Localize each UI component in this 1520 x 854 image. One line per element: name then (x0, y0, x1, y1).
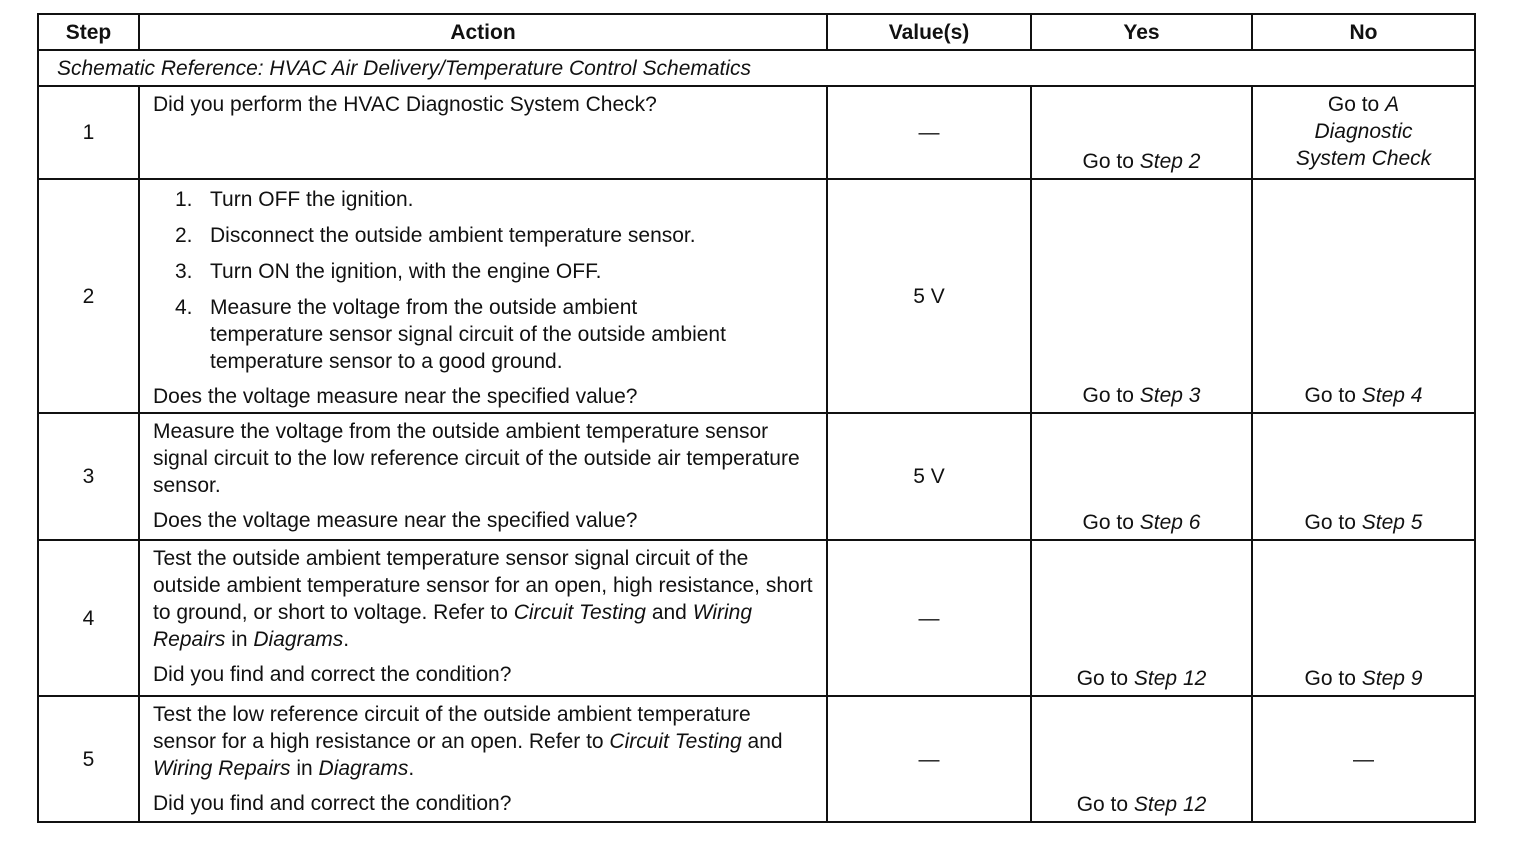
action-cell (139, 179, 827, 413)
action-cell (139, 696, 827, 822)
yes-cell (1031, 540, 1252, 696)
substep: 1. Turn OFF the ignition. (175, 188, 414, 211)
yes-cell (1031, 179, 1252, 413)
ref-diagrams: Diagrams (253, 628, 344, 651)
yes-target: Step 12 (1133, 667, 1207, 690)
table-row (38, 86, 1475, 179)
no-cell (1252, 179, 1475, 413)
substep: 2. Disconnect the outside ambient temperature sensor. (175, 224, 696, 247)
action-cell (139, 86, 827, 179)
step-number: 3 (38, 413, 139, 540)
diagnostic-table (37, 13, 1476, 823)
action-text: Did you perform the HVAC Diagnostic System Check? (153, 93, 657, 116)
table-row (38, 413, 1475, 540)
action-question: Did you find and correct the condition? (153, 792, 512, 815)
value-cell: — (827, 86, 1031, 179)
value-cell: 5 V (827, 413, 1031, 540)
goto-label: Go to (1304, 667, 1356, 690)
step-number: 2 (38, 179, 139, 413)
goto-label: Go to (1304, 511, 1356, 534)
action-text: Test the low reference circuit of the outside ambient temperature sensor for a high resistance or an open. Refer to Circuit Testing and Wiring Repairs in Diagrams. (153, 703, 783, 780)
no-target: Step 9 (1361, 667, 1423, 690)
yes-cell (1031, 413, 1252, 540)
goto-label: Go to (1082, 511, 1134, 534)
goto-label: Go to (1076, 793, 1129, 816)
goto-label: Go to (1304, 384, 1356, 407)
ref-circuit-testing: Circuit Testing (609, 730, 742, 753)
substep-list (153, 186, 816, 375)
table-row (38, 179, 1475, 413)
action-cell (139, 413, 827, 540)
goto-label: Go to (1082, 150, 1134, 173)
yes-target: Step 3 (1139, 384, 1201, 407)
action-text: Measure the voltage from the outside ambient temperature sensor signal circuit to the low reference circuit of the outside air temperature sensor. (153, 420, 800, 497)
schematic-row (38, 50, 1475, 86)
yes-cell (1031, 696, 1252, 822)
yes-target: Step 6 (1139, 511, 1201, 534)
ref-diagrams: Diagrams (318, 757, 409, 780)
table-row (38, 696, 1475, 822)
ref-wiring-repairs: Wiring Repairs (153, 757, 291, 780)
action-text: Test the outside ambient temperature sensor signal circuit of the outside ambient temperature sensor for an open, high resistance, short to ground, or short to voltage. Refer to Circuit Testing and Wiring Repairs in Diagrams. (153, 547, 813, 651)
substep: 3. Turn ON the ignition, with the engine OFF. (175, 260, 602, 283)
no-target: Step 4 (1361, 384, 1423, 407)
goto-label: Go to (1082, 384, 1134, 407)
goto-label: Go to (1076, 667, 1129, 690)
ref-wiring-repairs: Wiring Repairs (153, 601, 753, 651)
no-cell (1252, 86, 1475, 179)
header-yes: Yes (1031, 14, 1252, 50)
goto-label: Go to (1327, 93, 1380, 116)
no-cell (1252, 540, 1475, 696)
yes-target: Step 2 (1139, 150, 1201, 173)
substep: 4. Measure the voltage from the outside ambient temperature sensor signal circuit of the outside ambient temperature sensor to a good ground. (175, 296, 726, 373)
schematic-reference: Schematic Reference: HVAC Air Delivery/Temperature Control Schematics (38, 50, 1475, 86)
yes-target: Step 12 (1133, 793, 1207, 816)
no-target: A Diagnostic System Check (1295, 93, 1432, 170)
value-cell: — (827, 540, 1031, 696)
action-question: Does the voltage measure near the specified value? (153, 385, 638, 408)
action-question: Does the voltage measure near the specified value? (153, 509, 638, 532)
no-cell: — (1252, 696, 1475, 822)
no-cell (1252, 413, 1475, 540)
step-number: 4 (38, 540, 139, 696)
step-number: 1 (38, 86, 139, 179)
action-cell (139, 540, 827, 696)
header-no: No (1252, 14, 1475, 50)
header-action: Action (139, 14, 827, 50)
step-number: 5 (38, 696, 139, 822)
no-target: Step 5 (1361, 511, 1423, 534)
value-cell: — (827, 696, 1031, 822)
header-step: Step (38, 14, 139, 50)
action-question: Did you find and correct the condition? (153, 663, 512, 686)
ref-circuit-testing: Circuit Testing (513, 601, 646, 624)
value-cell: 5 V (827, 179, 1031, 413)
header-values: Value(s) (827, 14, 1031, 50)
header-row (38, 14, 1475, 50)
yes-cell (1031, 86, 1252, 179)
table-row (38, 540, 1475, 696)
